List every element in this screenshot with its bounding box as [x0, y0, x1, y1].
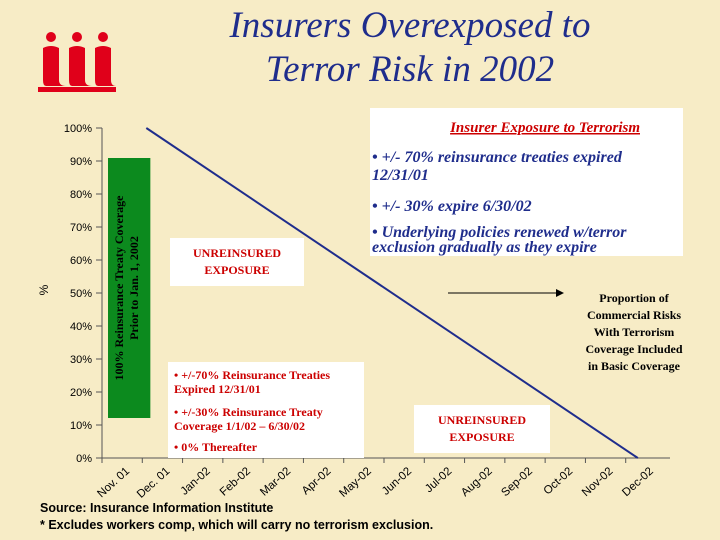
unreinsured-upper-line-1: UNREINSURED	[192, 246, 282, 260]
proportion-label-line: Coverage Included	[585, 342, 683, 356]
x-tick-label: Feb-02	[217, 465, 254, 499]
y-tick-label: 50%	[69, 288, 92, 300]
reinsurance-note-1: • +/-70% Reinsurance Treaties	[174, 368, 331, 382]
proportion-label-line: in Basic Coverage	[588, 359, 680, 373]
y-tick-label: 30%	[69, 354, 92, 366]
unreinsured-lower-line-1: UNREINSURED	[437, 413, 527, 427]
proportion-label-line: With Terrorism	[593, 325, 675, 339]
y-tick-label: 20%	[69, 387, 92, 399]
legend-item-1: • +/- 70% reinsurance treaties expired 12/31/01	[372, 149, 622, 184]
unreinsured-upper-line-2: EXPOSURE	[204, 263, 270, 277]
title-line-1: Insurers Overexposed to	[229, 5, 591, 46]
x-tick-label: Nov. 01	[95, 465, 133, 501]
x-tick-label: Dec. 01	[134, 465, 173, 501]
reinsurance-note-2: Expired 12/31/01	[174, 382, 261, 396]
reinsurance-note-3: • +/-30% Reinsurance Treaty	[174, 405, 323, 419]
x-tick-label: Jan-02	[178, 465, 213, 498]
y-axis	[64, 123, 102, 465]
legend-item-2: • +/- 30% expire 6/30/02	[372, 198, 532, 215]
y-tick-label: 90%	[69, 156, 92, 168]
reinsurance-note-4: Coverage 1/1/02 – 6/30/02	[174, 419, 305, 433]
title-line-2: Terror Risk in 2002	[265, 49, 555, 90]
unreinsured-lower-line-2: EXPOSURE	[449, 430, 515, 444]
x-tick-label: Mar-02	[258, 465, 294, 499]
x-tick-label: Jul-02	[423, 465, 455, 496]
proportion-label-line: Commercial Risks	[586, 308, 682, 322]
x-tick-label: Nov-02	[579, 465, 616, 500]
x-tick-label: Sep-02	[499, 465, 536, 500]
x-tick-label: Dec-02	[620, 465, 656, 500]
y-tick-label: 80%	[69, 189, 92, 201]
reinsurance-note-5: • 0% Thereafter	[174, 440, 258, 454]
x-tick-label: May-02	[337, 465, 374, 500]
y-tick-label: 60%	[69, 255, 92, 267]
x-tick-label: Apr-02	[299, 465, 334, 498]
y-tick-label: 40%	[69, 321, 92, 333]
y-axis-label: %	[37, 284, 51, 296]
x-axis	[95, 458, 656, 501]
x-tick-label: Oct-02	[541, 465, 576, 498]
y-tick-label: 0%	[76, 453, 92, 465]
legend-title: Insurer Exposure to Terrorism	[450, 120, 640, 136]
footnote: * Excludes workers comp, which will carry no terrorism exclusion.	[40, 518, 434, 532]
y-tick-label: 70%	[69, 222, 92, 234]
bar-label-line-2: Prior to Jan. 1, 2002	[127, 236, 142, 340]
y-tick-label: 100%	[63, 123, 92, 135]
x-tick-label: Jun-02	[379, 465, 415, 498]
legend-item-3: • Underlying policies renewed w/terror exclusion gradually as they expire	[372, 224, 627, 256]
y-tick-label: 10%	[69, 420, 92, 432]
x-tick-label: Aug-02	[459, 465, 495, 500]
source-note: Source: Insurance Information Institute	[40, 501, 274, 515]
proportion-label-line: Proportion of	[599, 291, 669, 305]
bar-label-line-1: 100% Reinsurance Treaty Coverage	[112, 195, 127, 381]
